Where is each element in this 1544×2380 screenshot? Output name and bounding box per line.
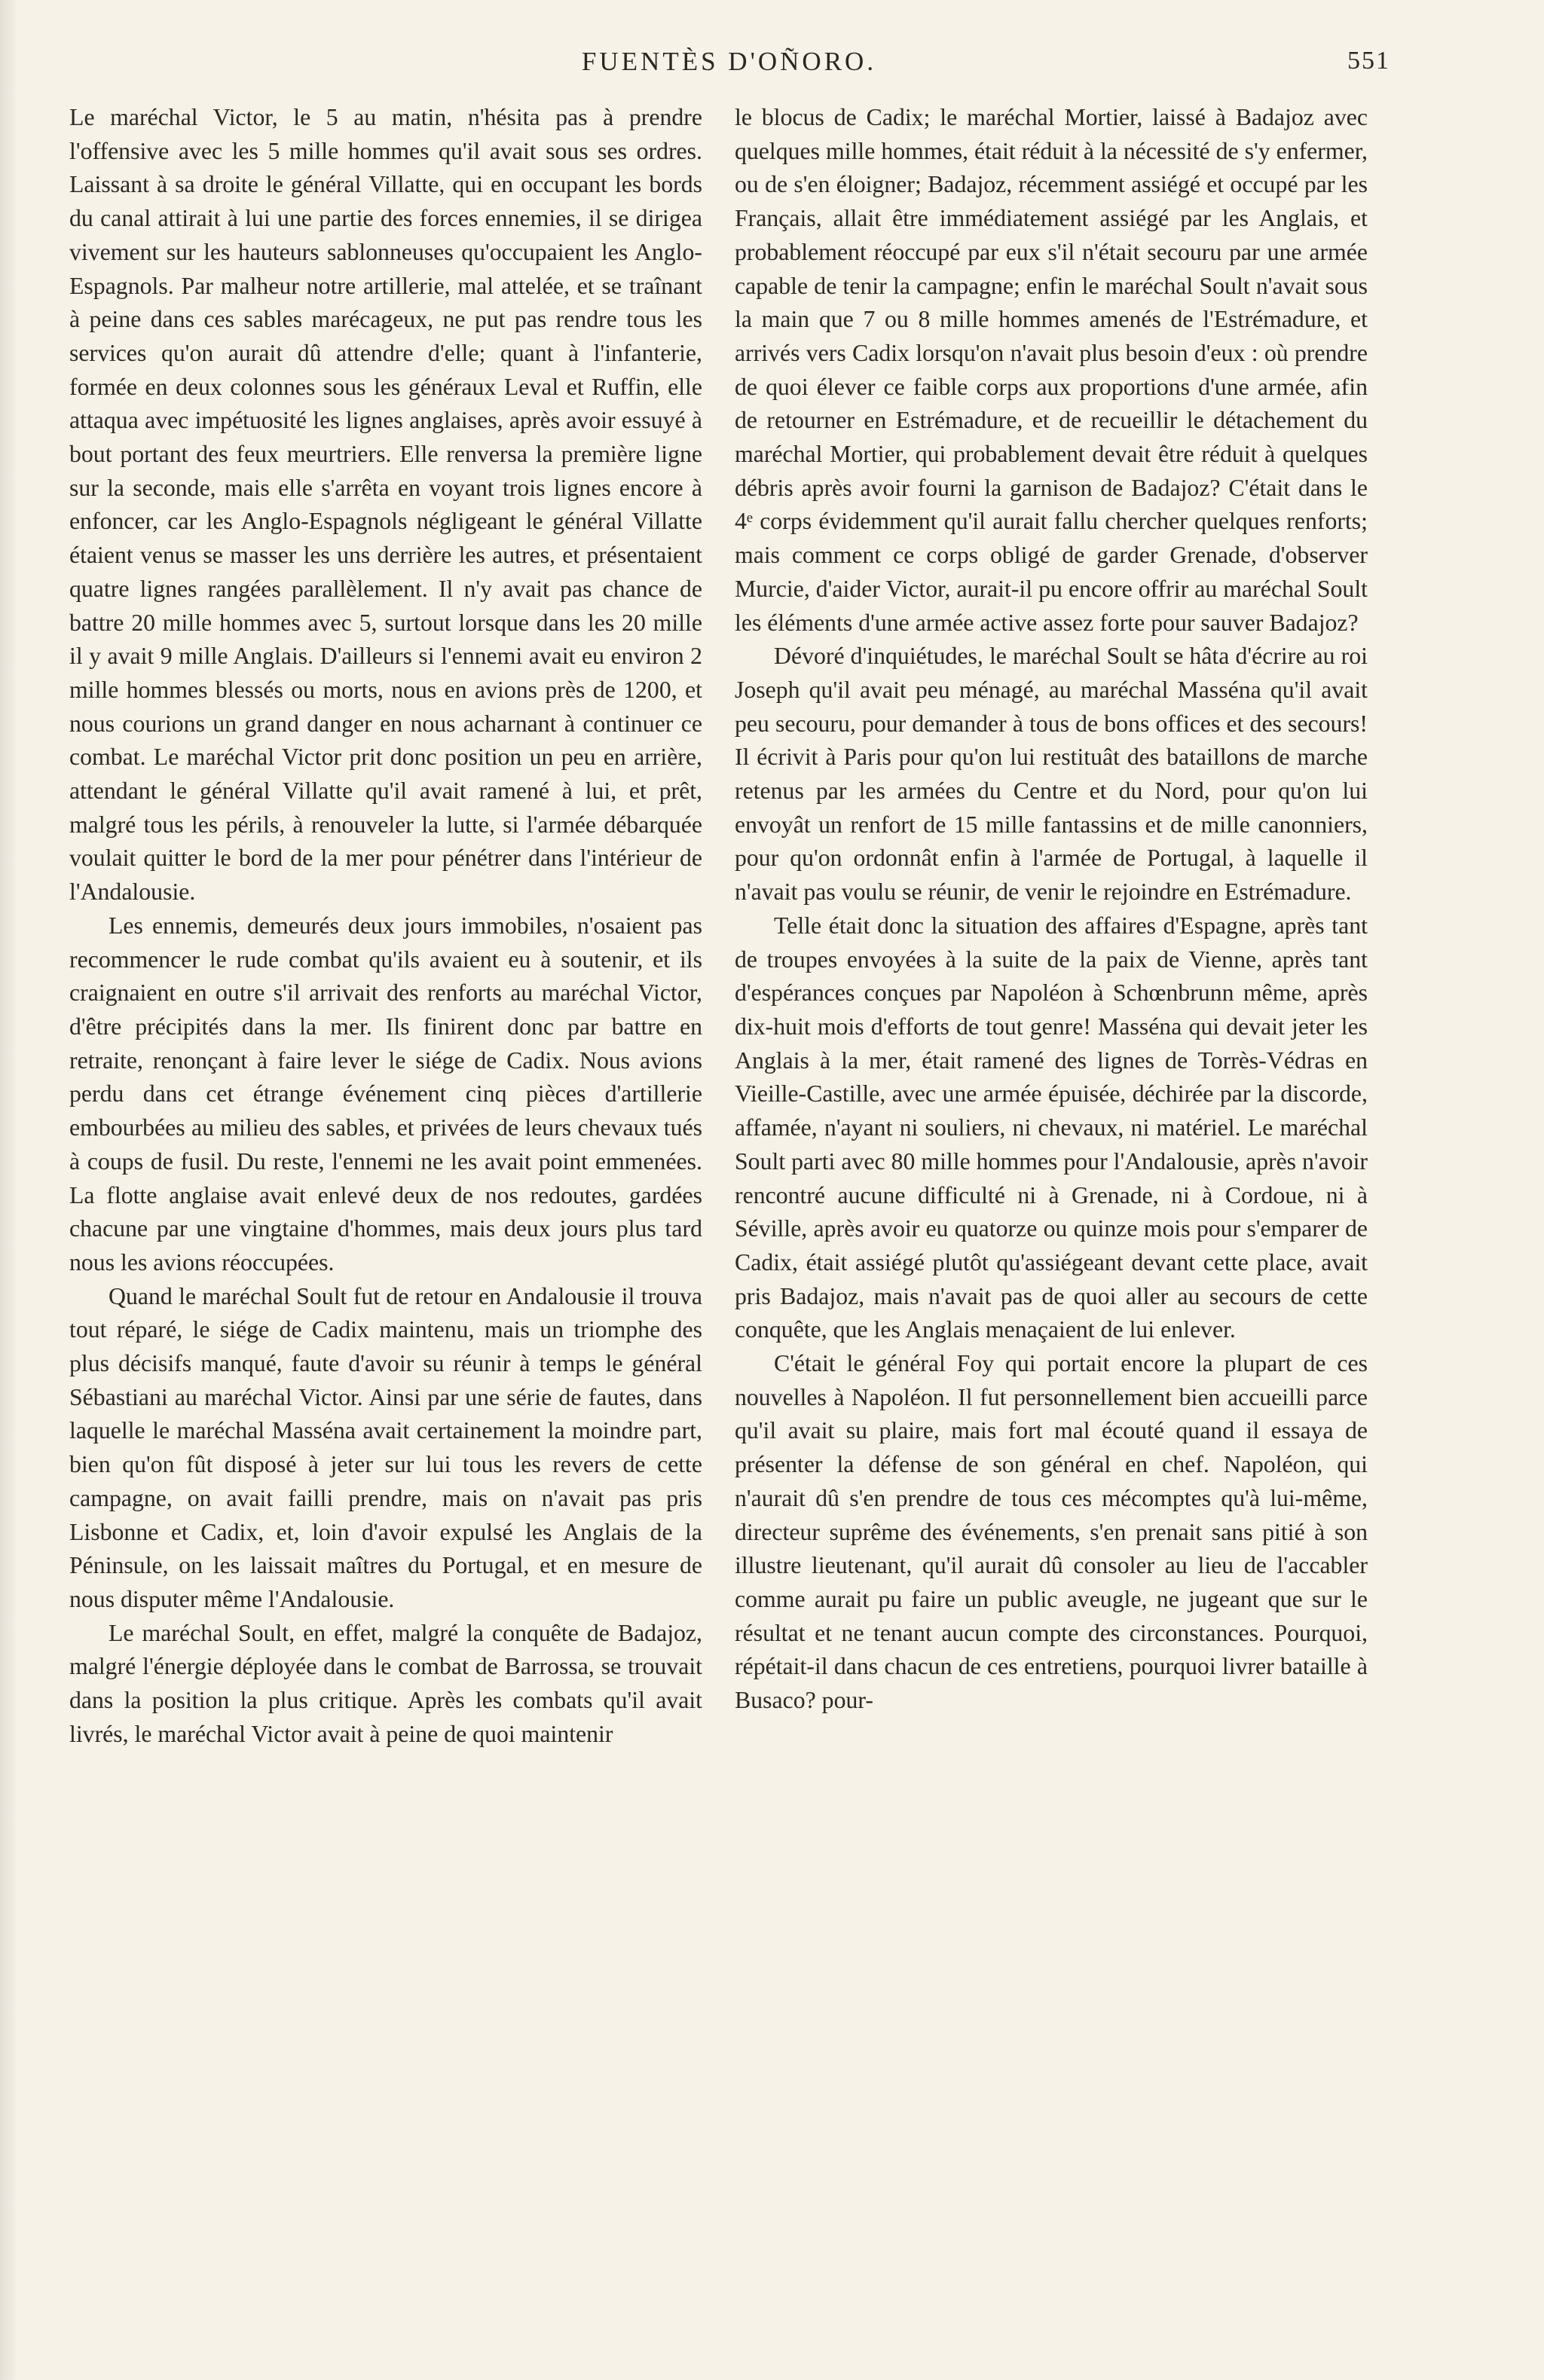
left-paragraph-3: Quand le maréchal Soult fut de retour en Andalousie il trouva tout réparé, le siége de Cadix maintenu, mais un triomphe des plus décisifs manqué, faute d'avoir su réunir à temps le général Sébastiani au maréchal Victor. Ainsi par une série de fautes, dans laquelle le maréchal Masséna avait certainement la moindre part, bien qu'on fût disposé à jeter sur lui tous les revers de cette campagne, on avait failli prendre, mais on n'avait pas pris Lisbonne et Cadix, et, loin d'avoir expulsé les Anglais de la Péninsule, on les laissait maîtres du Portugal, et en mesure de nous disputer même l'Andalousie.	[69, 1282, 702, 1612]
left-paragraph-2: Les ennemis, demeurés deux jours immobiles, n'osaient pas recommencer le rude combat qu'ils avaient eu à soutenir, et ils craignaient en outre s'il arrivait des renforts au maréchal Victor, d'être précipités dans la mer. Ils finirent donc par battre en retraite, renonçant à faire lever le siége de Cadix. Nous avions perdu dans cet étrange événement cinq pièces d'artillerie embourbées au milieu des sables, et privées de leurs chevaux tués à coups de fusil. Du reste, l'ennemi ne les avait point emmenées. La flotte anglaise avait enlevé deux de nos redoutes, gardées chacune par une vingtaine d'hommes, mais deux jours plus tard nous les avions réoccupées.	[69, 912, 702, 1276]
page-number: 551	[1347, 47, 1390, 75]
left-paragraph-4: Le maréchal Soult, en effet, malgré la conquête de Badajoz, malgré l'énergie déployée dans le combat de Barrossa, se trouvait dans la position la plus critique. Après les combats qu'il avait livrés, le maréchal Victor avait à peine de quoi maintenir	[69, 1619, 702, 1747]
left-paragraph-1: Le maréchal Victor, le 5 au matin, n'hésita pas à prendre l'offensive avec les 5 mille hommes qu'il avait sous ses ordres. Laissant à sa droite le général Villatte, qui en occupant les bords du canal attirait à lui une partie des forces ennemies, il se dirigea vivement sur les hauteurs sablonneuses qu'occupaient les Anglo-Espagnols. Par malheur notre artillerie, mal attelée, et se traînant à peine dans ces sables marécageux, ne put pas rendre tous les services qu'on aurait dû attendre d'elle; quant à l'infanterie, formée en deux colonnes sous les généraux Leval et Ruffin, elle attaqua avec impétuosité les lignes anglaises, après avoir essuyé à bout portant des feux meurtriers. Elle renversa la première ligne sur la seconde, mais elle s'arrêta en voyant trois lignes encore à enfoncer, car les Anglo-Espagnols négligeant le général Villatte étaient venus se masser les uns derrière les autres, et présentaient quatre lignes rangées parallèlement. Il n'y avait pas chance de battre 20 mille hommes avec 5, surtout lorsque dans les 20 mille il y avait 9 mille Anglais. D'ailleurs si l'ennemi avait eu environ 2 mille hommes blessés ou morts, nous en avions près de 1200, et nous courions un grand danger en nous acharnant à continuer ce combat. Le maréchal Victor prit donc position un peu en arrière, attendant le général Villatte qu'il avait ramené à lui, et prêt, malgré tous les périls, à renouveler la lutte, si l'armée débarquée voulait quitter le bord de la mer pour pénétrer dans l'intérieur de l'Andalousie.	[69, 104, 702, 906]
left-text-column	[69, 101, 702, 2316]
right-paragraph-3: Telle était donc la situation des affaires d'Espagne, après tant de troupes envoyées à la suite de la paix de Vienne, après tant d'espérances conçues par Napoléon à Schœnbrunn même, après dix-huit mois d'efforts de tout genre! Masséna qui devait jeter les Anglais à la mer, était ramené des lignes de Torrès-Védras en Vieille-Castille, avec une armée épuisée, déchirée par la discorde, affamée, n'ayant ni souliers, ni chevaux, ni matériel. Le maréchal Soult parti avec 80 mille hommes pour l'Andalousie, après n'avoir rencontré aucune difficulté ni à Grenade, ni à Cordoue, ni à Séville, après avoir eu quatorze ou quinze mois pour s'emparer de Cadix, était assiégé plutôt qu'assiégeant devant cette place, avait pris Badajoz, mais n'avait pas de quoi aller au secours de cette conquête, que les Anglais menaçaient de lui enlever.	[735, 912, 1368, 1343]
page-gutter-shadow	[0, 0, 18, 2380]
right-text-column	[735, 101, 1368, 2316]
right-paragraph-4: C'était le général Foy qui portait encore la plupart de ces nouvelles à Napoléon. Il fut personnellement bien accueilli parce qu'il avait su plaire, mais fort mal écouté quand il essaya de présenter la défense de son général en chef. Napoléon, qui n'aurait dû s'en prendre de tous ces mécomptes qu'à lui-même, directeur suprême des événements, s'en prenait sans pitié à son illustre lieutenant, qu'il aurait dû consoler au lieu de l'accabler comme aurait pu faire un public aveugle, ne jugeant que sur le résultat et ne tenant aucun compte des circonstances. Pourquoi, répétait-il dans chacun de ces entretiens, pourquoi livrer bataille à Busaco? pour-	[735, 1350, 1368, 1714]
running-title: FUENTÈS D'OÑORO.	[581, 47, 877, 76]
right-paragraph-2: Dévoré d'inquiétudes, le maréchal Soult se hâta d'écrire au roi Joseph qu'il avait peu ménagé, au maréchal Masséna qu'il avait peu secouru, pour demander à tous de bons offices et des secours! Il écrivit à Paris pour qu'on lui restituât des bataillons de marche retenus par les armées du Centre et du Nord, pour qu'on lui envoyât un renfort de 15 mille fantassins et de mille canonniers, pour qu'on ordonnât enfin à l'armée de Portugal, à laquelle il n'avait pas voulu se réunir, de venir le rejoindre en Estrémadure.	[735, 643, 1368, 906]
running-header	[68, 47, 1390, 92]
right-paragraph-1: le blocus de Cadix; le maréchal Mortier, laissé à Badajoz avec quelques mille hommes, était réduit à la nécessité de s'y enfermer, ou de s'en éloigner; Badajoz, récemment assiégé et occupé par les Français, allait être immédiatement assiégé par les Anglais, et probablement réoccupé par eux s'il n'était secouru par une armée capable de tenir la campagne; enfin le maréchal Soult n'avait sous la main que 7 ou 8 mille hommes amenés de l'Estrémadure, et arrivés vers Cadix lorsqu'on n'avait plus besoin d'eux : où prendre de quoi élever ce faible corps aux proportions d'une armée, afin de retourner en Estrémadure, et de recueillir le détachement du maréchal Mortier, qui probablement devait être réduit à quelques débris après avoir fourni la garnison de Badajoz? C'était dans le 4ᵉ corps évidemment qu'il aurait fallu chercher quelques renforts; mais comment ce corps obligé de garder Grenade, d'observer Murcie, d'aider Victor, aurait-il pu encore offrir au maréchal Soult les éléments d'une armée active assez forte pour sauver Badajoz?	[735, 104, 1368, 636]
